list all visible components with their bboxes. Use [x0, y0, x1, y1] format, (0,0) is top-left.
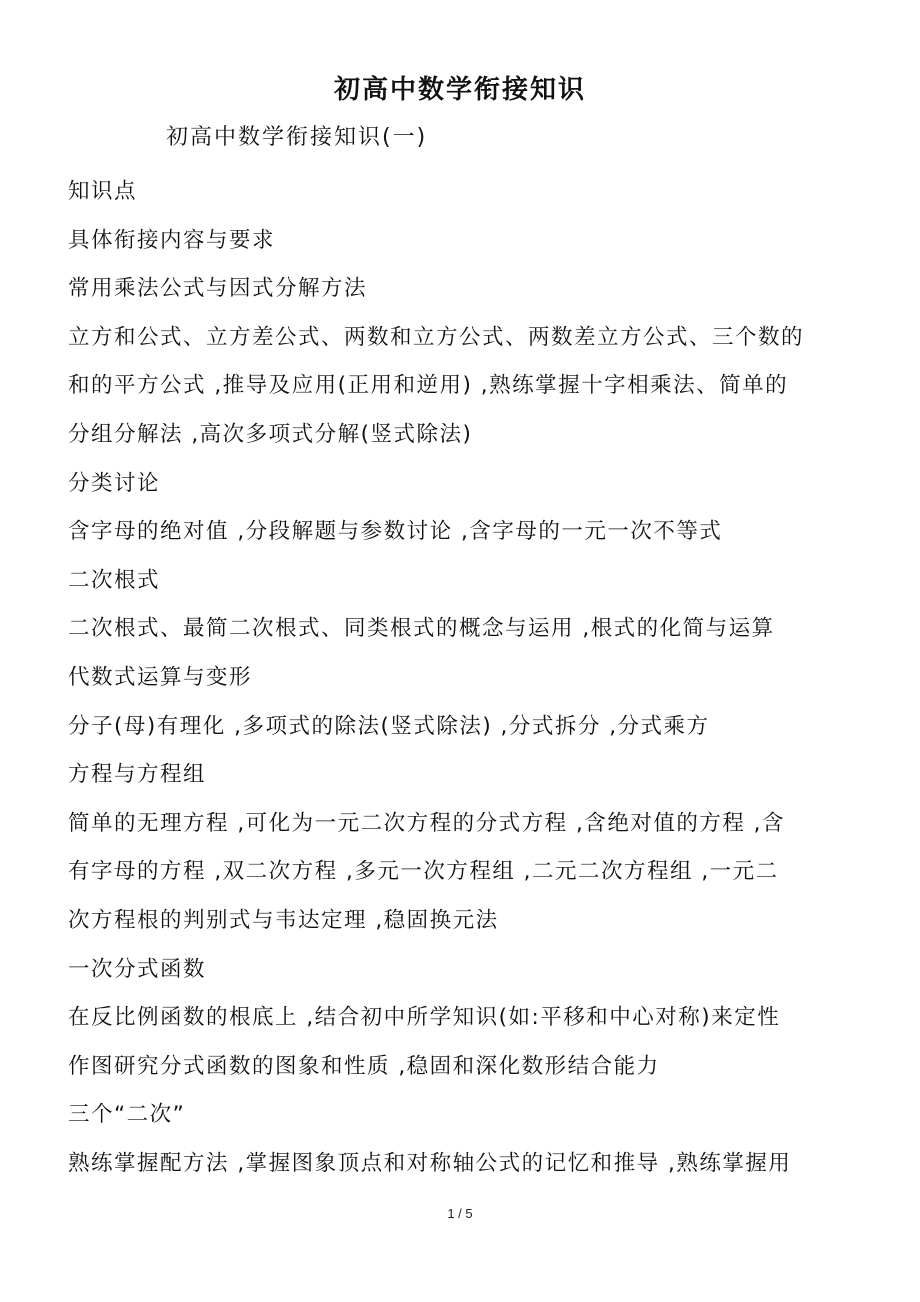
body-line-section-case-discussion: 分类讨论 — [68, 470, 161, 496]
body-line-text: 简单的无理方程 ,可化为一元二次方程的分式方程 ,含绝对值的方程 ,含 — [68, 810, 786, 836]
body-line-text: 含字母的绝对值 ,分段解题与参数讨论 ,含字母的一元一次不等式 — [68, 519, 723, 545]
body-line-section-algebraic-expressions: 代数式运算与变形 — [68, 664, 253, 690]
page-number: 1 / 5 — [447, 1206, 473, 1221]
body-line-section-equations: 方程与方程组 — [68, 762, 207, 788]
body-line-text: 分组分解法 ,高次多项式分解(竖式除法) — [68, 421, 473, 447]
body-line-section-factorization: 常用乘法公式与因式分解方法 — [68, 276, 368, 302]
body-line-text: 和的平方公式 ,推导及应用(正用和逆用) ,熟练掌握十字相乘法、简单的 — [68, 373, 789, 399]
body-line-section-radicals: 二次根式 — [68, 567, 161, 593]
body-line-text: 二次根式、最简二次根式、同类根式的概念与运用 ,根式的化简与运算 — [68, 616, 775, 642]
body-line-text: 次方程根的判别式与韦达定理 ,稳固换元法 — [68, 907, 499, 933]
body-line-section-fractional-function: 一次分式函数 — [68, 956, 207, 982]
document-body — [68, 168, 868, 1188]
body-line-section-three-quadratics: 三个“二次” — [68, 1102, 186, 1128]
document-title: 初高中数学衔接知识 — [333, 75, 586, 105]
body-line-text: 在反比例函数的根底上 ,结合初中所学知识(如:平移和中心对称)来定性 — [68, 1005, 781, 1031]
body-line-text: 熟练掌握配方法 ,掌握图象顶点和对称轴公式的记忆和推导 ,熟练掌握用 — [68, 1150, 792, 1176]
body-line-knowledge-point-heading: 知识点 — [68, 179, 138, 204]
body-line-text: 作图研究分式函数的图象和性质 ,稳固和深化数形结合能力 — [68, 1053, 660, 1079]
body-line-text: 有字母的方程 ,双二次方程 ,多元一次方程组 ,二元二次方程组 ,一元二 — [68, 859, 779, 885]
document-subtitle: 初高中数学衔接知识(一) — [166, 125, 428, 150]
body-line-text: 立方和公式、立方差公式、两数和立方公式、两数差立方公式、三个数的 — [68, 324, 805, 350]
body-line-requirements-heading: 具体衔接内容与要求 — [68, 227, 276, 253]
body-line-text: 分子(母)有理化 ,多项式的除法(竖式除法) ,分式拆分 ,分式乘方 — [68, 713, 710, 739]
